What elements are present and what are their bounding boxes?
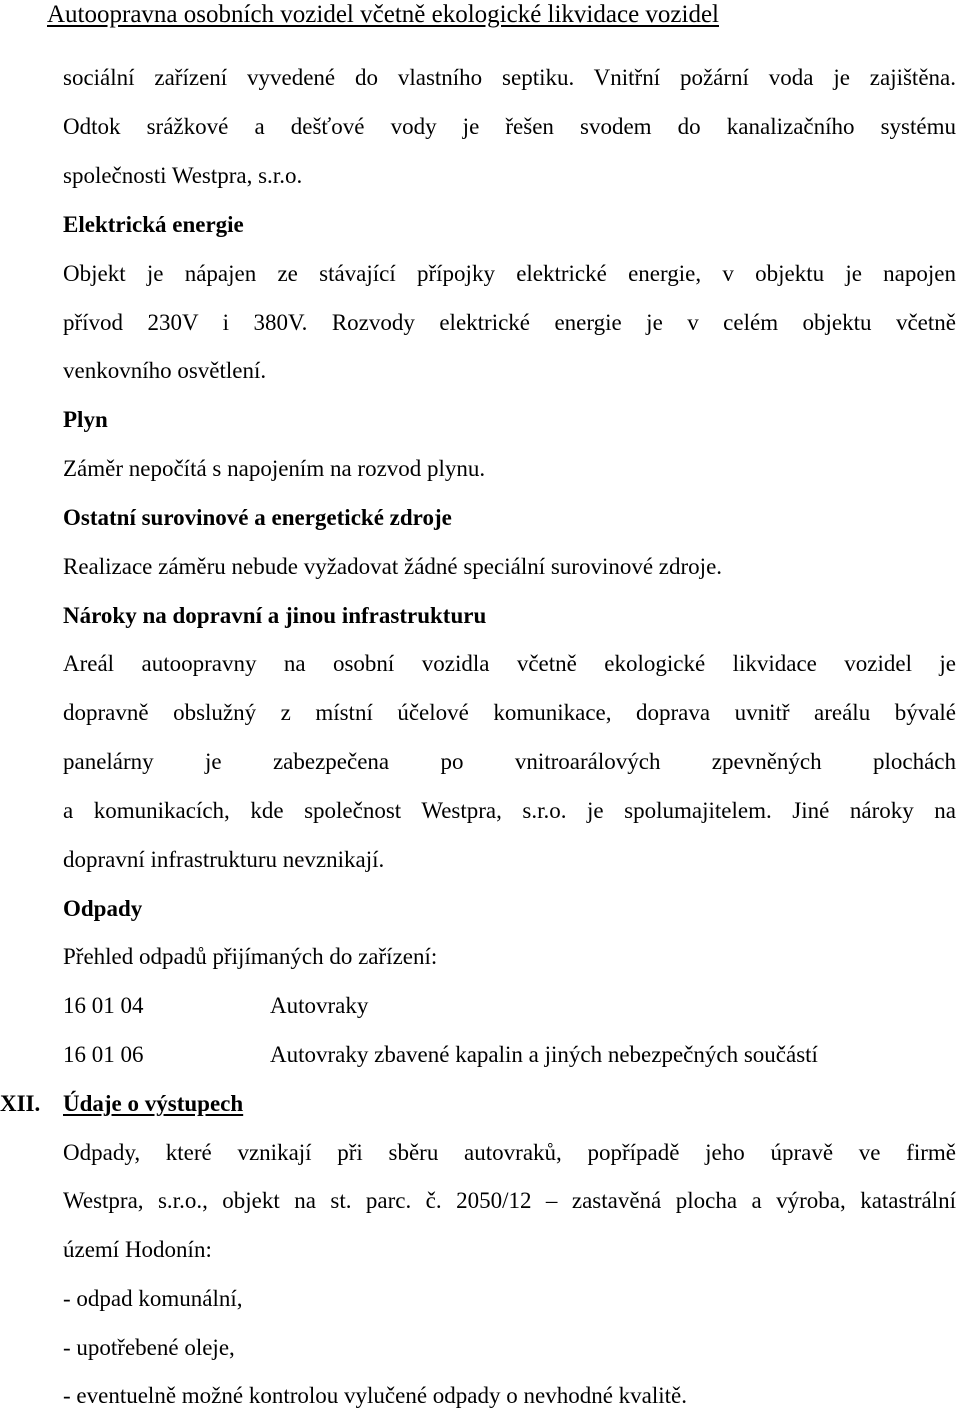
outputs-list-item-3: - eventuelně možné kontrolou vylučené odpady o nevhodné kvalitě. [63, 1383, 687, 1408]
waste-code: 16 01 04 [63, 993, 144, 1018]
intro-line-3: společnosti Westpra, s.r.o. [63, 163, 303, 188]
transport-line-3: panelárny je zabezpečena po vnitroarálových zpevněných plochách [63, 749, 956, 774]
outputs-list-item-2: - upotřebené oleje, [63, 1335, 235, 1360]
intro-line-2: Odtok srážkové a dešťové vody je řešen svodem do kanalizačního systému [63, 114, 956, 139]
electricity-line-1: Objekt je nápajen ze stávající přípojky elektrické energie, v objektu je napojen [63, 261, 956, 286]
intro-line-1: sociální zařízení vyvedené do vlastního septiku. Vnitřní požární voda je zajištěna. [63, 65, 956, 90]
waste-intro: Přehled odpadů přijímaných do zařízení: [63, 944, 438, 969]
transport-line-1: Areál autoopravny na osobní vozidla včetně ekologické likvidace vozidel je [63, 651, 956, 676]
heading-gas: Plyn [63, 407, 108, 432]
electricity-line-2: přívod 230V i 380V. Rozvody elektrické energie je v celém objektu včetně [63, 310, 956, 335]
gas-text: Záměr nepočítá s napojením na rozvod plynu. [63, 456, 486, 481]
heading-transport: Nároky na dopravní a jinou infrastrukturu [63, 603, 487, 628]
transport-line-5: dopravní infrastrukturu nevznikají. [63, 847, 385, 872]
outputs-line-2: Westpra, s.r.o., objekt na st. parc. č. 2050/12 – zastavěná plocha a výroba, katastrální [63, 1188, 956, 1213]
waste-name: Autovraky [270, 993, 369, 1018]
transport-line-2: dopravně obslužný z místní účelové komunikace, doprava uvnitř areálu bývalé [63, 700, 956, 725]
heading-waste: Odpady [63, 896, 143, 921]
resources-text: Realizace záměru nebude vyžadovat žádné speciální surovinové zdroje. [63, 554, 723, 579]
waste-name: Autovraky zbavené kapalin a jiných nebezpečných součástí [270, 1042, 818, 1067]
outputs-line-3: území Hodonín: [63, 1237, 212, 1262]
waste-item [63, 992, 368, 1020]
outputs-list-item-1: - odpad komunální, [63, 1286, 243, 1311]
transport-line-4: a komunikacích, kde společnost Westpra, s.r.o. je spolumajitelem. Jiné nároky na [63, 798, 956, 823]
section-number: XII. [0, 1091, 41, 1116]
waste-code: 16 01 06 [63, 1042, 144, 1067]
electricity-line-3: venkovního osvětlení. [63, 358, 267, 383]
waste-item [63, 1041, 818, 1069]
heading-resources: Ostatní surovinové a energetické zdroje [63, 505, 452, 530]
heading-outputs: Údaje o výstupech [63, 1091, 244, 1116]
heading-electricity: Elektrická energie [63, 212, 244, 237]
outputs-line-1: Odpady, které vznikají při sběru autovraků, popřípadě jeho úpravě ve firmě [63, 1140, 956, 1165]
page-header-title: Autoopravna osobních vozidel včetně ekologické likvidace vozidel [47, 1, 719, 28]
